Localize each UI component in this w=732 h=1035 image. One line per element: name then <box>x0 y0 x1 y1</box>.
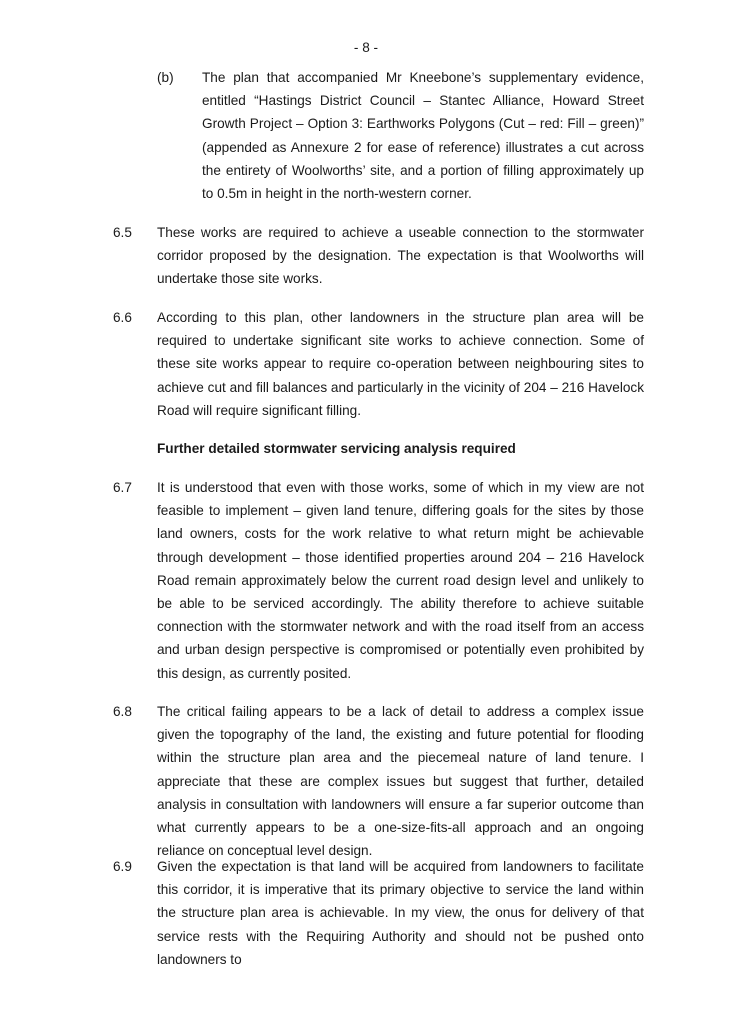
list-item-label: (b) <box>157 70 174 85</box>
paragraph-text: These works are required to achieve a useable connection to the stormwater corridor proposed by the designation. The expectation is that Woolworths will undertake those site works. <box>157 225 644 287</box>
paragraph-number: 6.5 <box>113 225 132 240</box>
paragraph-number: 6.7 <box>113 480 132 495</box>
paragraph-6-6 <box>113 306 644 422</box>
paragraph-text: According to this plan, other landowners in the structure plan area will be required to undertake significant site works to achieve connection. Some of these site works appear to require co-operation between neighbouring sites to achieve cut and fill balances and particularly in the vicinity of 204 – 216 Havelock Road will require significant filling. <box>157 310 644 418</box>
paragraph-6-5 <box>113 221 644 291</box>
paragraph-text: It is understood that even with those works, some of which in my view are not feasible to implement – given land tenure, differing goals for the sites by those land owners, costs for the work relative to what return might be achievable through development – those identified properties around 204 – 216 Havelock Road remain approximately below the current road design level and unlikely to be able to be serviced accordingly. The ability therefore to achieve suitable connection with the stormwater network and with the road itself from an access and urban design perspective is compromised or potentially even prohibited by this design, as currently posited. <box>157 480 644 681</box>
section-heading: Further detailed stormwater servicing analysis required <box>157 441 516 456</box>
paragraph-6-9 <box>113 855 644 971</box>
list-item-text: The plan that accompanied Mr Kneebone’s supplementary evidence, entitled “Hastings District Council – Stantec Alliance, Howard Street Growth Project – Option 3: Earthworks Polygons (Cut – red: Fill – green)” (appended as Annexure 2 for ease of reference) illustrates a cut across the entirety of Woolworths’ site, and a portion of filling approximately up to 0.5m in height in the north-western corner. <box>202 70 644 202</box>
paragraph-text: Given the expectation is that land will be acquired from landowners to facilitate this corridor, it is imperative that its primary objective to service the land within the structure plan area is achievable. In my view, the onus for delivery of that service rests with the Requiring Authority and should not be pushed onto landowners to <box>157 859 644 967</box>
page-number: - 8 - <box>353 40 379 55</box>
paragraph-number: 6.9 <box>113 859 132 874</box>
paragraph-number: 6.8 <box>113 704 132 719</box>
paragraph-6-8 <box>113 700 644 862</box>
paragraph-6-7 <box>113 476 644 685</box>
paragraph-number: 6.6 <box>113 310 132 325</box>
paragraph-text: The critical failing appears to be a lack of detail to address a complex issue given the topography of the land, the existing and future potential for flooding within the structure plan area and the piecemeal nature of land tenure. I appreciate that these are complex issues but suggest that further, detailed analysis in consultation with landowners will ensure a far superior outcome than what currently appears to be a one-size-fits-all approach and an ongoing reliance on conceptual level design. <box>157 704 644 859</box>
list-item-b <box>157 66 644 205</box>
